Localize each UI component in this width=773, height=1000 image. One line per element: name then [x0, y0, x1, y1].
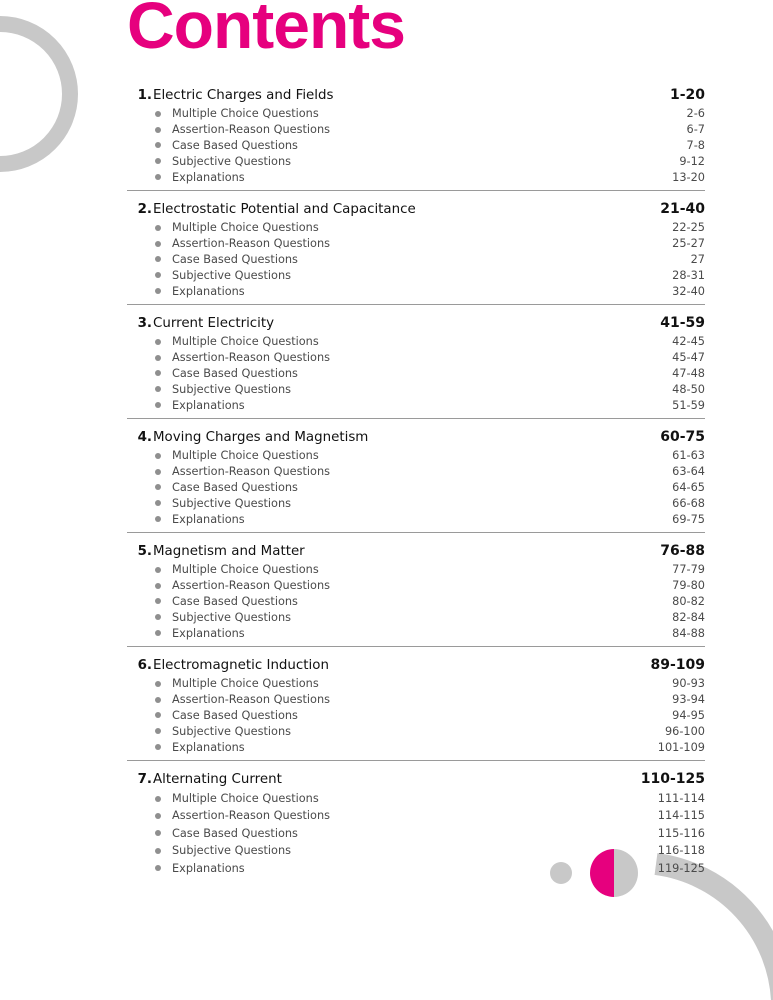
bullet-icon — [155, 453, 161, 459]
toc-item — [127, 708, 705, 724]
bullet-icon — [155, 241, 161, 247]
toc-item — [127, 350, 705, 366]
bullet-icon — [155, 728, 161, 734]
bullet-icon — [155, 111, 161, 117]
toc-item-pages: 94-95 — [672, 708, 705, 722]
toc-item-label: Case Based Questions — [172, 366, 298, 380]
toc-item — [127, 609, 705, 625]
toc-item-label: Assertion-Reason Questions — [172, 465, 330, 479]
toc-item-pages: 84-88 — [672, 626, 705, 640]
chapter-number: 5. — [137, 543, 152, 559]
bullet-icon — [155, 256, 161, 262]
page-title: Contents — [127, 0, 405, 62]
toc-item-pages: 79-80 — [672, 579, 705, 593]
chapter-number: 3. — [137, 315, 152, 331]
bullet-icon — [155, 744, 161, 750]
decorative-arc-top-left — [0, 0, 80, 200]
toc-item-pages: 64-65 — [672, 480, 705, 494]
chapter-number: 1. — [137, 88, 152, 103]
toc-item — [127, 106, 705, 122]
toc-item-pages: 28-31 — [672, 268, 705, 282]
toc-item-pages: 115-116 — [657, 826, 705, 840]
bullet-icon — [155, 614, 161, 620]
toc-item-pages: 7-8 — [686, 138, 705, 152]
toc-item-label: Explanations — [172, 626, 245, 640]
chapter-pages: 89-109 — [650, 656, 705, 673]
bullet-icon — [155, 848, 161, 854]
toc-item-label: Assertion-Reason Questions — [172, 237, 330, 251]
toc-item-label: Multiple Choice Questions — [172, 107, 319, 121]
toc-item-label: Assertion-Reason Questions — [172, 579, 330, 593]
toc-item-label: Assertion-Reason Questions — [172, 693, 330, 707]
chapter-pages: 1-20 — [669, 87, 705, 103]
toc-item-label: Multiple Choice Questions — [172, 449, 319, 463]
toc-item — [127, 397, 705, 413]
chapter-pages: 21-40 — [660, 200, 705, 217]
bullet-icon — [155, 697, 161, 703]
toc-item-label: Subjective Questions — [172, 154, 292, 168]
toc-item-pages: 69-75 — [672, 512, 705, 526]
toc-item-label: Explanations — [172, 284, 245, 298]
bullet-icon — [155, 272, 161, 278]
bullet-icon — [155, 469, 161, 475]
chapter-number: 6. — [137, 657, 152, 673]
chapter-pages: 41-59 — [660, 314, 705, 331]
toc-item-pages: 51-59 — [672, 398, 705, 412]
toc-item-label: Assertion-Reason Questions — [172, 123, 330, 137]
toc-item — [127, 448, 705, 464]
toc-item-pages: 119-125 — [657, 861, 705, 875]
toc-item-pages: 48-50 — [672, 382, 705, 396]
chapter-title: Moving Charges and Magnetism — [153, 429, 369, 445]
toc-item-pages: 13-20 — [672, 170, 705, 184]
bullet-icon — [155, 630, 161, 636]
chapter-heading — [127, 768, 705, 790]
toc-item-label: Subjective Questions — [172, 610, 292, 624]
toc-item-pages: 63-64 — [672, 465, 705, 479]
toc-item-label: Subjective Questions — [172, 268, 292, 282]
toc-item-pages: 2-6 — [686, 107, 705, 121]
toc-item-label: Assertion-Reason Questions — [172, 351, 330, 365]
bullet-icon — [155, 225, 161, 231]
chapter-pages: 60-75 — [660, 428, 705, 445]
bullet-icon — [155, 567, 161, 573]
toc-item — [127, 169, 705, 185]
toc-item — [127, 859, 705, 876]
toc-item — [127, 480, 705, 496]
toc-item — [127, 334, 705, 350]
chapter-section — [127, 654, 705, 761]
toc-item — [127, 122, 705, 138]
toc-item-pages: 42-45 — [672, 335, 705, 349]
toc-item — [127, 625, 705, 641]
chapter-pages: 110-125 — [640, 770, 705, 787]
bullet-icon — [155, 813, 161, 819]
toc-item-label: Case Based Questions — [172, 480, 298, 494]
toc-item — [127, 825, 705, 842]
chapter-title: Magnetism and Matter — [153, 543, 305, 559]
toc-item-label: Subjective Questions — [172, 724, 292, 738]
toc-item — [127, 807, 705, 824]
toc-item-pages: 9-12 — [679, 154, 705, 168]
chapter-number: 2. — [137, 201, 152, 217]
toc-item — [127, 464, 705, 480]
bullet-icon — [155, 174, 161, 180]
chapter-section — [127, 198, 705, 305]
chapter-section — [127, 312, 705, 419]
toc-item-label: Multiple Choice Questions — [172, 335, 319, 349]
toc-item-pages: 114-115 — [657, 809, 705, 823]
chapter-section — [127, 540, 705, 647]
toc-item — [127, 511, 705, 527]
toc-item-pages: 101-109 — [657, 740, 705, 754]
toc-item-pages: 93-94 — [672, 693, 705, 707]
toc-item — [127, 692, 705, 708]
toc-item-label: Multiple Choice Questions — [172, 563, 319, 577]
toc-item-label: Case Based Questions — [172, 826, 298, 840]
toc-item-pages: 82-84 — [672, 610, 705, 624]
chapter-number: 7. — [137, 771, 152, 787]
toc-item — [127, 153, 705, 169]
toc-item-pages: 27 — [690, 252, 705, 266]
toc-item-label: Explanations — [172, 170, 245, 184]
toc-item — [127, 381, 705, 397]
toc-item — [127, 366, 705, 382]
chapter-heading — [127, 540, 705, 562]
bullet-icon — [155, 712, 161, 718]
toc-item-label: Multiple Choice Questions — [172, 792, 319, 806]
toc-item-label: Explanations — [172, 398, 245, 412]
bullet-icon — [155, 598, 161, 604]
toc-item — [127, 723, 705, 739]
toc-item-label: Case Based Questions — [172, 708, 298, 722]
bullet-icon — [155, 402, 161, 408]
toc-item — [127, 594, 705, 610]
toc-item-label: Explanations — [172, 740, 245, 754]
table-of-contents — [127, 84, 705, 889]
toc-item — [127, 578, 705, 594]
toc-item-label: Subjective Questions — [172, 844, 292, 858]
bullet-icon — [155, 583, 161, 589]
bullet-icon — [155, 516, 161, 522]
toc-item-label: Explanations — [172, 512, 245, 526]
toc-item-label: Case Based Questions — [172, 252, 298, 266]
bullet-icon — [155, 681, 161, 687]
toc-item-pages: 45-47 — [672, 351, 705, 365]
toc-item-pages: 6-7 — [686, 123, 705, 137]
chapter-title: Electromagnetic Induction — [153, 657, 329, 673]
toc-item — [127, 138, 705, 154]
chapter-heading — [127, 654, 705, 676]
arc-left-shape — [0, 24, 70, 164]
toc-item-label: Subjective Questions — [172, 496, 292, 510]
bullet-icon — [155, 355, 161, 361]
toc-item — [127, 562, 705, 578]
toc-item — [127, 252, 705, 268]
toc-item-label: Case Based Questions — [172, 594, 298, 608]
toc-item — [127, 495, 705, 511]
toc-item-pages: 22-25 — [672, 221, 705, 235]
toc-item-label: Subjective Questions — [172, 382, 292, 396]
toc-item-pages: 96-100 — [664, 724, 705, 738]
bullet-icon — [155, 370, 161, 376]
bullet-icon — [155, 865, 161, 871]
bullet-icon — [155, 127, 161, 133]
chapter-section — [127, 768, 705, 882]
toc-item — [127, 283, 705, 299]
toc-item — [127, 790, 705, 807]
chapter-title: Electric Charges and Fields — [153, 88, 334, 103]
chapter-title: Alternating Current — [153, 771, 282, 787]
toc-item-label: Multiple Choice Questions — [172, 221, 319, 235]
toc-item-label: Multiple Choice Questions — [172, 677, 319, 691]
toc-item-pages: 66-68 — [672, 496, 705, 510]
chapter-title: Current Electricity — [153, 315, 275, 331]
bullet-icon — [155, 484, 161, 490]
toc-item-pages: 77-79 — [672, 563, 705, 577]
bullet-icon — [155, 288, 161, 294]
bullet-icon — [155, 158, 161, 164]
toc-item — [127, 220, 705, 236]
bullet-icon — [155, 386, 161, 392]
toc-item-pages: 61-63 — [672, 449, 705, 463]
chapter-heading — [127, 198, 705, 220]
toc-item-label: Explanations — [172, 861, 245, 875]
toc-item-pages: 32-40 — [672, 284, 705, 298]
chapter-heading — [127, 426, 705, 448]
bullet-icon — [155, 830, 161, 836]
bullet-icon — [155, 500, 161, 506]
chapter-number: 4. — [137, 429, 152, 445]
chapter-title: Electrostatic Potential and Capacitance — [153, 201, 416, 217]
toc-item — [127, 739, 705, 755]
chapter-pages: 76-88 — [660, 542, 705, 559]
bullet-icon — [155, 142, 161, 148]
toc-item-label: Case Based Questions — [172, 138, 298, 152]
toc-item-pages: 111-114 — [657, 792, 705, 806]
chapter-heading — [127, 84, 705, 106]
bullet-icon — [155, 339, 161, 345]
chapter-section — [127, 84, 705, 191]
toc-item-pages: 116-118 — [657, 844, 705, 858]
toc-item — [127, 676, 705, 692]
toc-item-pages: 47-48 — [672, 366, 705, 380]
toc-item — [127, 236, 705, 252]
toc-item-pages: 80-82 — [672, 594, 705, 608]
chapter-section — [127, 426, 705, 533]
toc-item-pages: 90-93 — [672, 677, 705, 691]
toc-item-pages: 25-27 — [672, 237, 705, 251]
chapter-heading — [127, 312, 705, 334]
toc-item-label: Assertion-Reason Questions — [172, 809, 330, 823]
bullet-icon — [155, 796, 161, 802]
toc-item — [127, 842, 705, 859]
toc-item — [127, 267, 705, 283]
